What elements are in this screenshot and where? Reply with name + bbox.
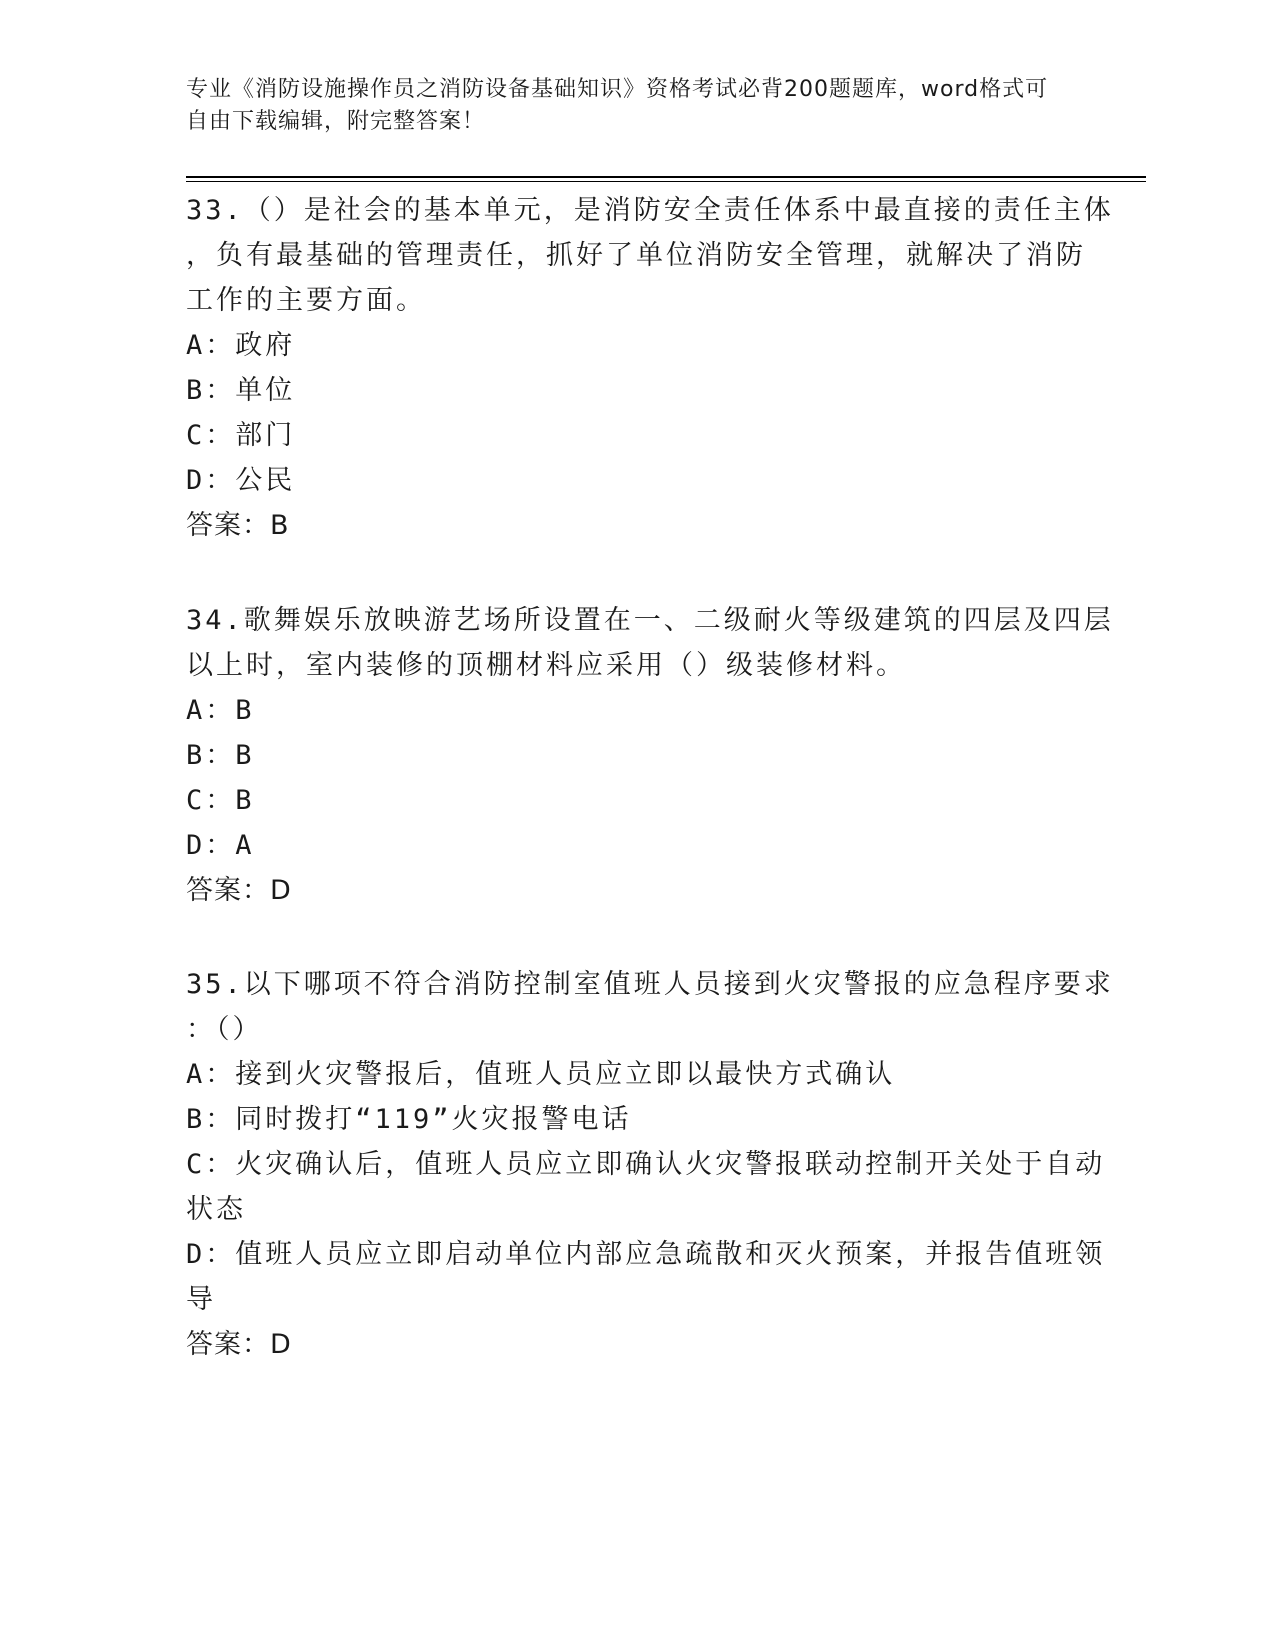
answer-label: 答案：D: [186, 875, 292, 906]
question-stem-line: 33.（）是社会的基本单元，是消防安全责任体系中最直接的责任主体: [186, 195, 1114, 226]
option-d: D：公民: [186, 465, 296, 496]
option-d: D：值班人员应立即启动单位内部应急疏散和灭火预案，并报告值班领: [186, 1239, 1106, 1270]
header-divider-thin: [186, 181, 1146, 182]
option-a: A：B: [186, 695, 255, 726]
option-b: B：B: [186, 740, 255, 771]
option-c: C：部门: [186, 420, 296, 451]
header-divider-thick: [186, 176, 1146, 178]
question-35: [186, 962, 1114, 1367]
option-b: B：单位: [186, 375, 296, 406]
document-header: 专业《消防设施操作员之消防设备基础知识》资格考试必背200题题库，word格式可自由下载编辑，附完整答案！: [186, 77, 1049, 134]
question-stem-line: ：（）: [186, 1014, 263, 1045]
option-a: A：政府: [186, 330, 296, 361]
question-stem-line: ，负有最基础的管理责任，抓好了单位消防安全管理，就解决了消防: [186, 240, 1086, 271]
option-d-continued: 导: [186, 1284, 216, 1315]
answer-label: 答案：D: [186, 1329, 292, 1360]
option-d: D：A: [186, 830, 255, 861]
question-stem-line: 以上时，室内装修的顶棚材料应采用（）级装修材料。: [186, 650, 906, 681]
question-stem-line: 35.以下哪项不符合消防控制室值班人员接到火灾警报的应急程序要求: [186, 969, 1114, 1000]
answer-label: 答案：B: [186, 510, 290, 541]
question-stem-line: 工作的主要方面。: [186, 285, 426, 316]
question-33: [186, 188, 1114, 548]
option-c: C：B: [186, 785, 255, 816]
option-c-continued: 状态: [186, 1194, 246, 1225]
option-b: B：同时拨打“119”火灾报警电话: [186, 1104, 632, 1135]
option-c: C：火灾确认后，值班人员应立即确认火灾警报联动控制开关处于自动: [186, 1149, 1106, 1180]
question-34: [186, 598, 1114, 913]
question-stem-line: 34.歌舞娱乐放映游艺场所设置在一、二级耐火等级建筑的四层及四层: [186, 605, 1114, 636]
option-a: A：接到火灾警报后，值班人员应立即以最快方式确认: [186, 1059, 896, 1090]
